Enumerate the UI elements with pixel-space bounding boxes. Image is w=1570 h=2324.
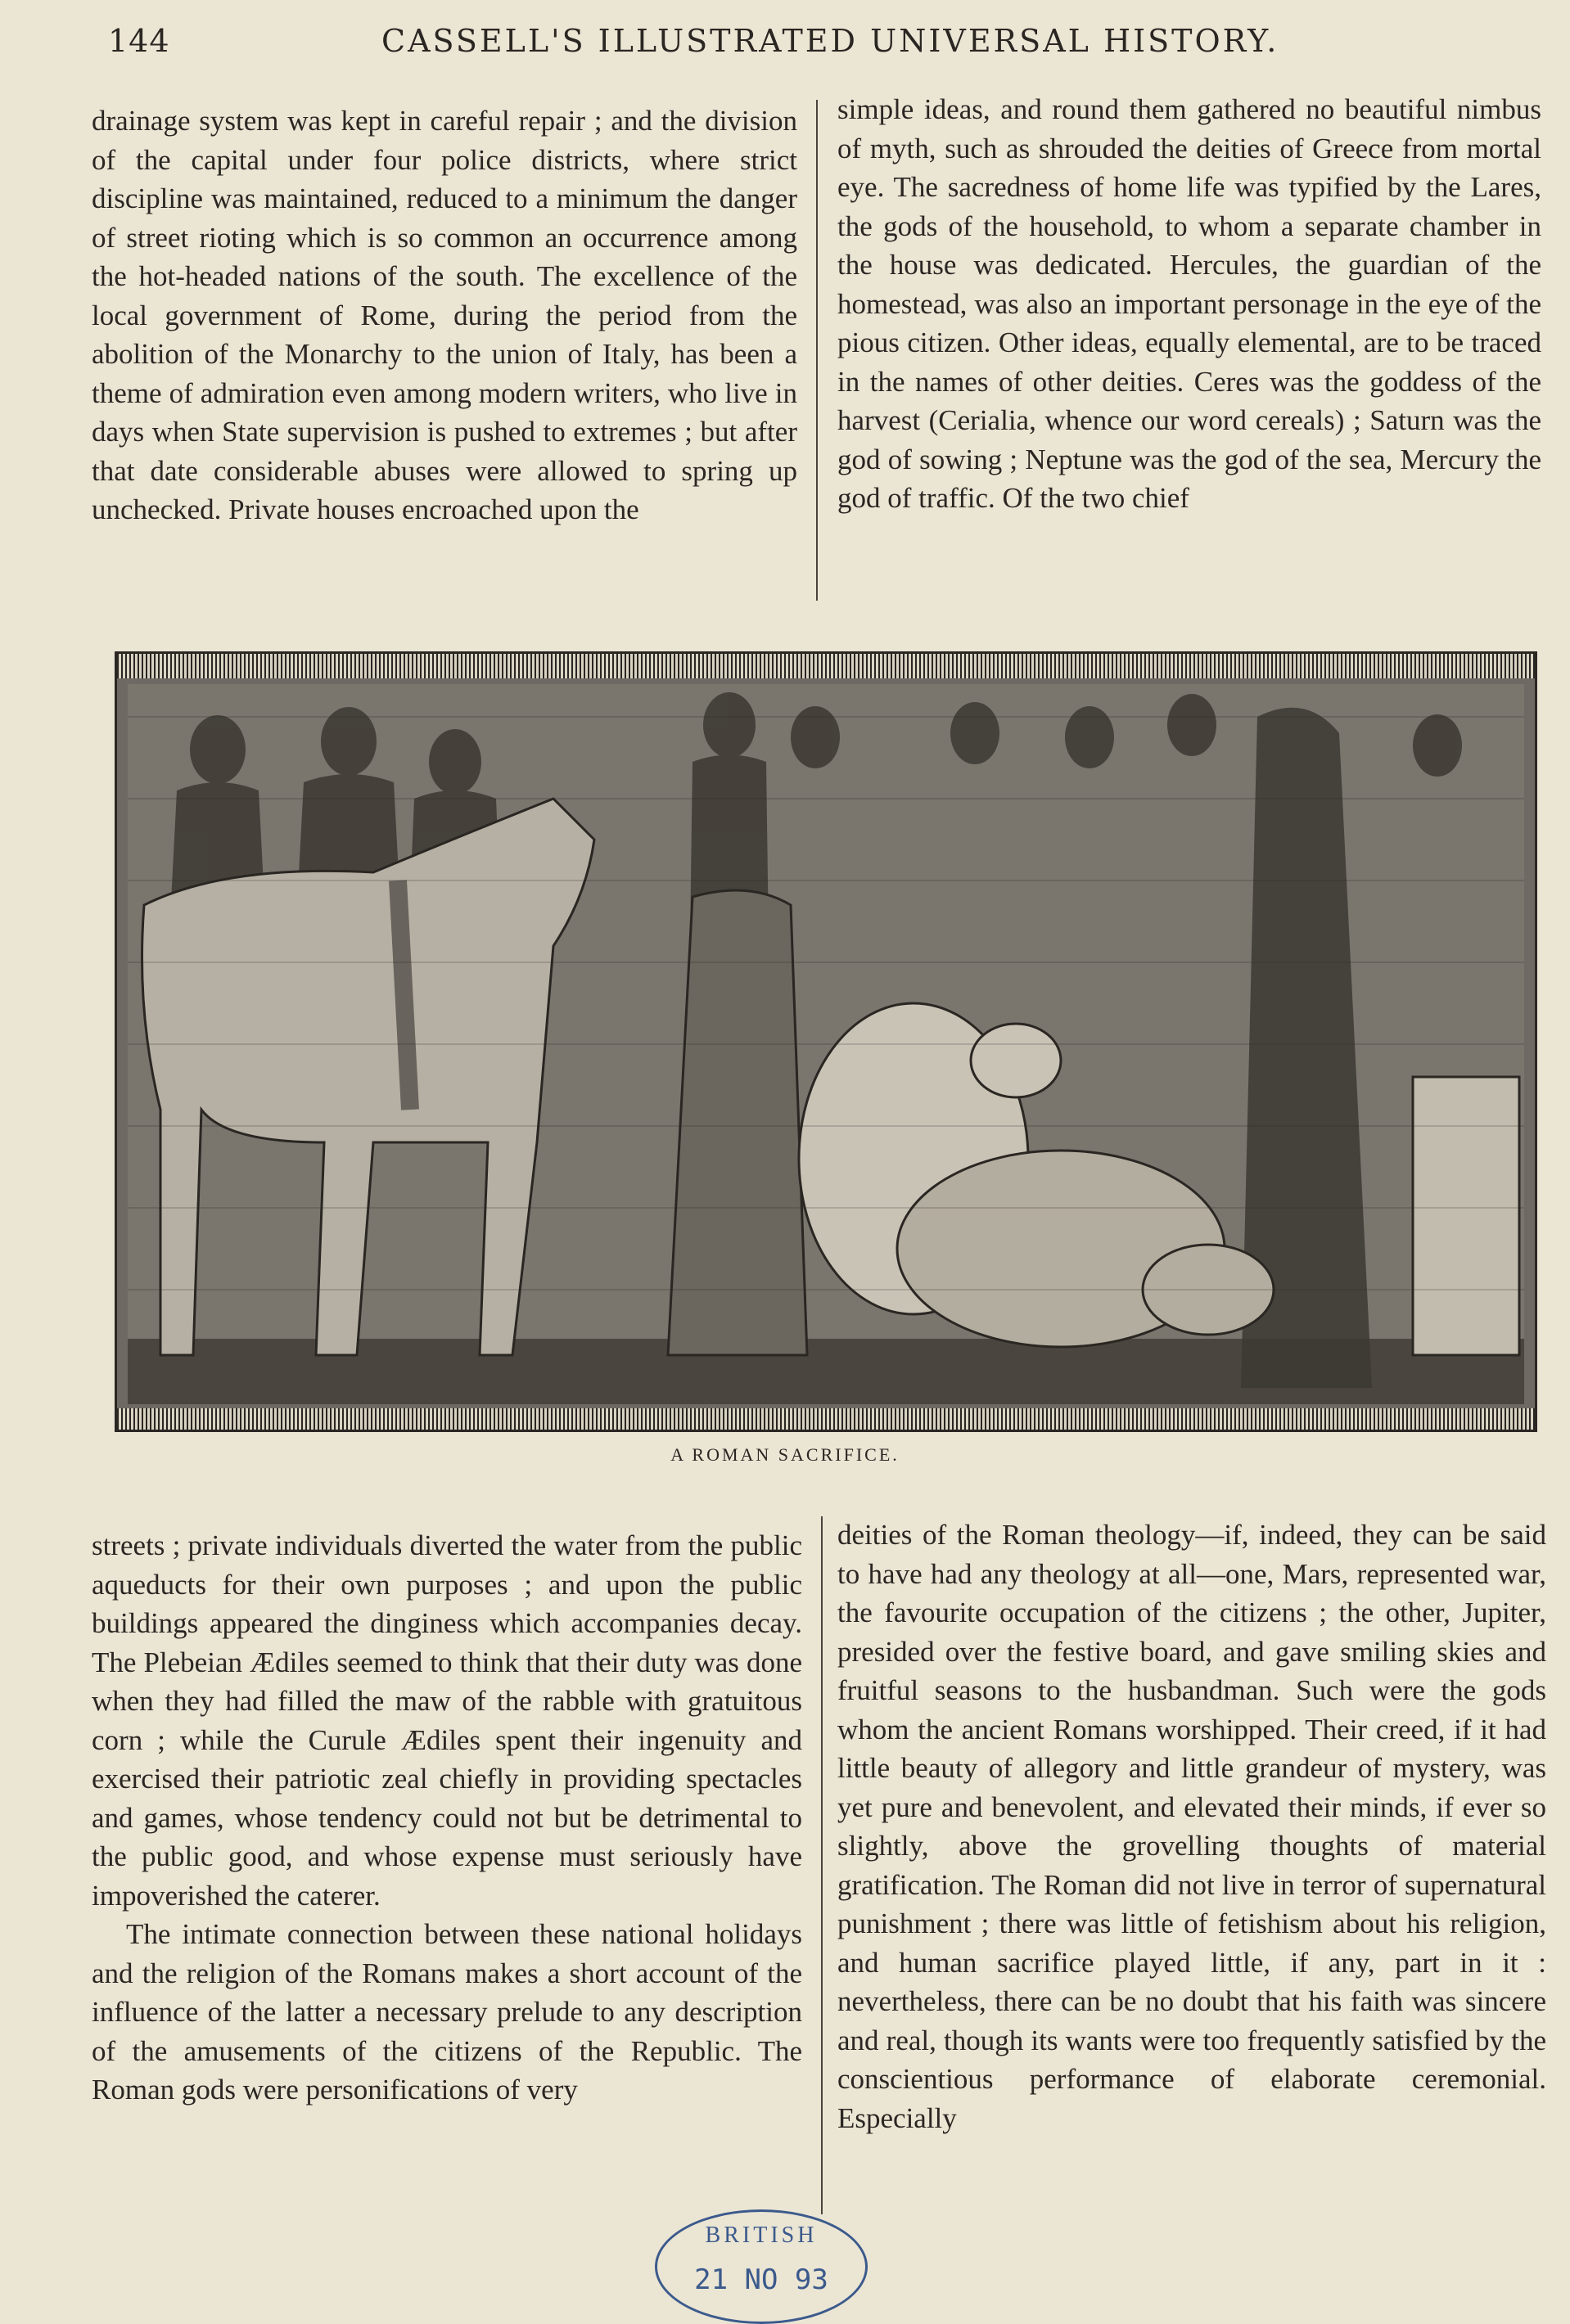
column-bottom-left <box>92 1526 802 2110</box>
stamp-date: 21 NO 93 <box>694 2263 828 2296</box>
figure-caption: A ROMAN SACRIFICE. <box>670 1444 900 1465</box>
page-number: 144 <box>108 23 170 59</box>
paragraph: deities of the Roman theology—if, indeed, they can be said to have had any theology at all—one, Mars, represented war, the favourite occupation of the citizens ; the other, Jupiter, presided over the festive board, and gave smiling skies and fruitful seasons to the husbandman. Such were the gods whom the ancient Romans worshipped. Their creed, if it had little beauty of allegory and little grandeur of mystery, was yet pure and benevolent, and elevated their minds, if ever so slightly, above the grovelling thoughts of material gratification. The Roman did not live in terror of supernatural punishment ; there was little of fetishism about his religion, and human sacrifice played little, if any, part in it : nevertheless, there can be no doubt that his faith was sincere and real, though its wants were too frequently satisfied by the conscientious performance of elaborate ceremonial. Especially <box>837 1519 1546 2134</box>
paragraph: simple ideas, and round them gathered no beautiful nimbus of myth, such as shrouded the deities of Greece from mortal eye. The sacredness of home life was typified by the Lares, the gods of the household, to whom a separate chamber in the house was dedicated. Hercules, the guardian of the homestead, was also an important personage in the eye of the pious citizen. Other ideas, equally elemental, are to be traced in the names of other deities. Ceres was the goddess of the harvest (Cerialia, whence our word cereals) ; Saturn was the god of sowing ; Neptune was the god of the sea, Mercury the god of traffic. Of the two chief <box>837 93 1541 514</box>
relief-engraving <box>128 684 1524 1404</box>
paragraph: The intimate connection between these national holidays and the religion of the Romans makes a short account of the influence of the latter a necessary prelude to any description of the amusements of the citizens of the Republic. The Roman gods were personifications of very <box>92 1918 802 2106</box>
column-divider <box>821 1516 823 2214</box>
column-top-left <box>92 101 797 529</box>
library-stamp <box>655 2209 868 2324</box>
column-divider <box>816 100 818 601</box>
paragraph: streets ; private individuals diverted the water from the public aqueducts for their own purposes ; and upon the public buildings appeared the dinginess which accompanies decay. The Plebeian Ædiles seemed to think that their duty was done when they had filled the maw of the rabble with gratuitous corn ; while the Curule Ædiles spent their ingenuity and exercised their patriotic zeal chiefly in providing spectacles and games, whose tendency could not but be detrimental to the public good, and whose expense must seriously have impoverished the caterer. <box>92 1529 802 1912</box>
illustration-roman-sacrifice <box>115 651 1537 1432</box>
column-top-right <box>837 90 1541 518</box>
stamp-text: BRITISH <box>705 2223 818 2248</box>
page-header <box>108 23 1279 72</box>
paragraph: drainage system was kept in careful repair ; and the division of the capital under four police districts, where strict discipline was maintained, reduced to a minimum the danger of street rioting which is so common an occurrence among the hot-headed nations of the south. The excellence of the local government of Rome, during the period from the abolition of the Monarchy to the union of Italy, has been a theme of admiration even among modern writers, who live in days when State supervision is pushed to extremes ; but after that date considerable abuses were allowed to spring up unchecked. Private houses encroached upon the <box>92 105 797 525</box>
column-bottom-right <box>837 1516 1546 2137</box>
running-title: CASSELL'S ILLUSTRATED UNIVERSAL HISTORY. <box>381 23 1279 59</box>
